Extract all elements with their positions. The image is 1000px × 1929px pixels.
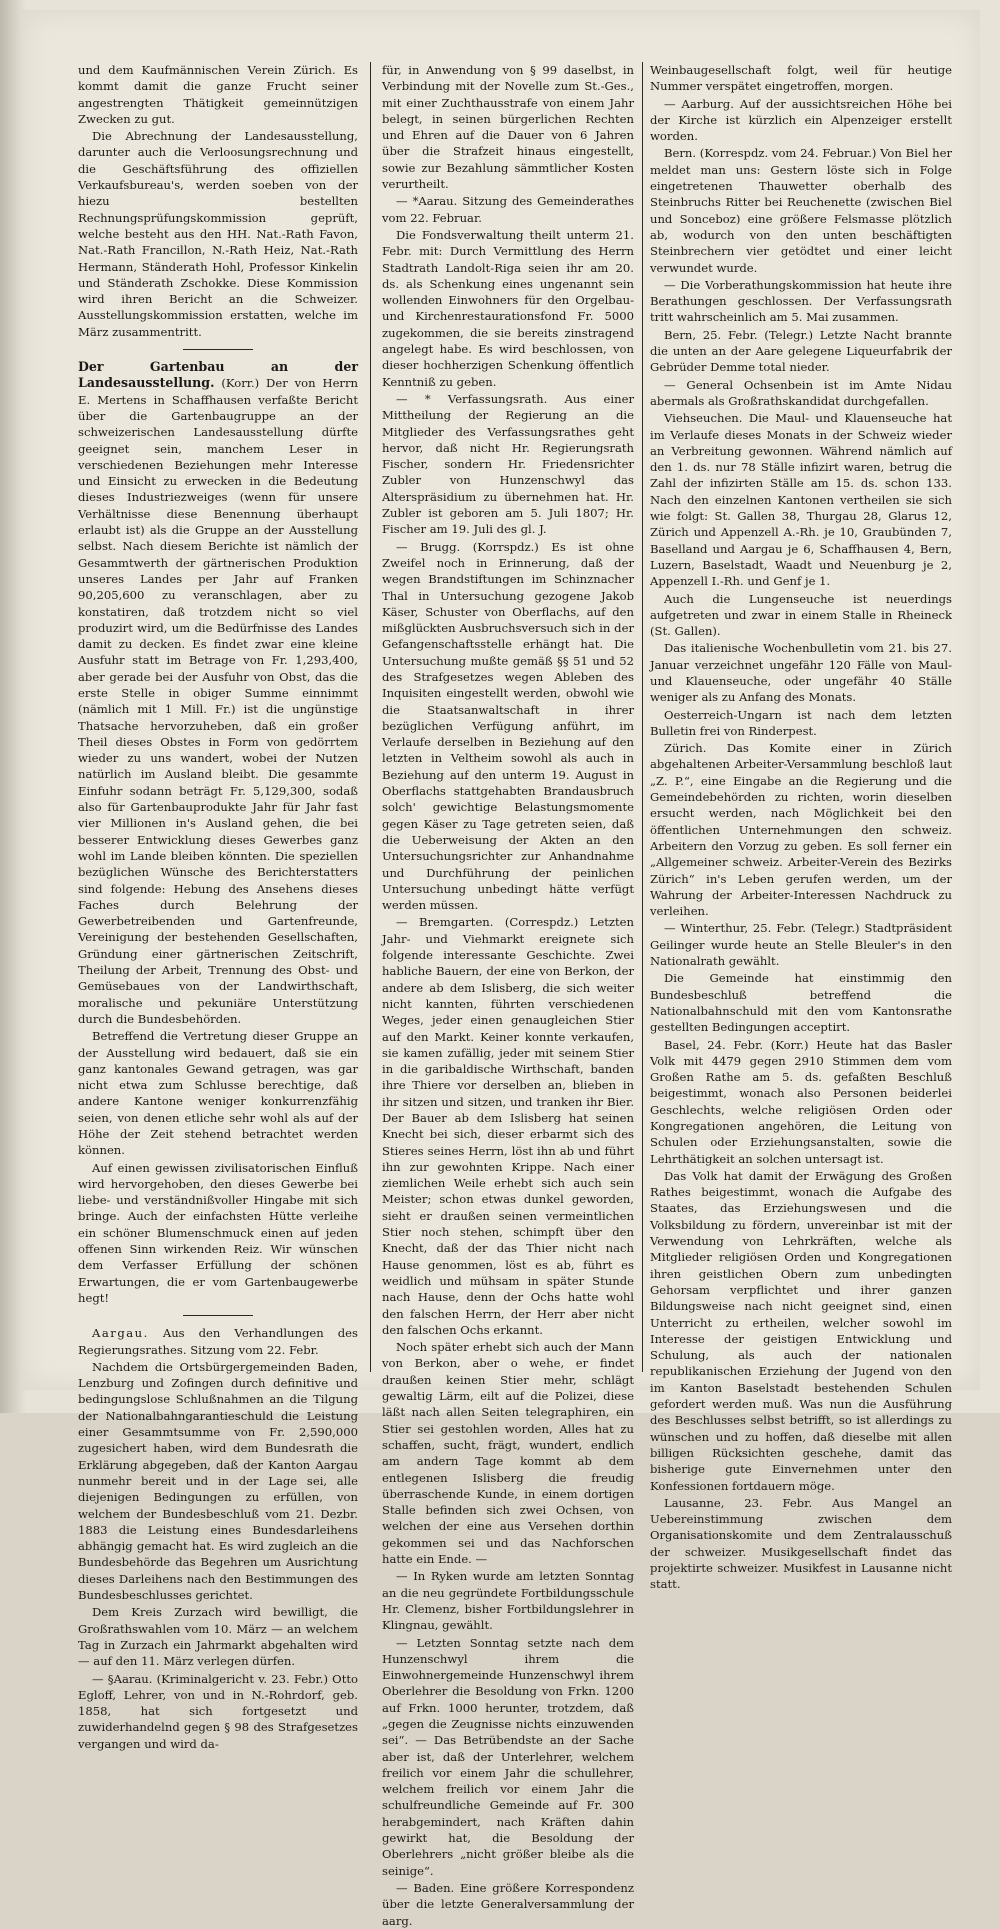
- article-paragraph: [78, 62, 358, 127]
- paragraph-text: — Brugg. (Korrspdz.) Es ist ohne Zweifel noch in Erinnerung, daß der wegen Brandstiftungen im Schinznacher Thal in Untersuchung gezogene Jakob Käser, Schuster von Oberflachs, auf den mißglückten Ausbruchsversuch sich in der Gefangenschaftsstelle erhängt hat. Die Untersuchung mußte gemäß §§ 51 und 52 des Strafgesetzes wegen Ableben des Inquisiten eingestellt werden, obwohl wie die Staatsanwaltschaft in ihrer bezüglichen Verfügung anführt, im Verlaufe derselben in Beziehung auf den letzten in Veltheim sowohl als auch in Beziehung auf den unterm 19. August in Oberflachs stattgehabten Brandausbruch solch' gewichtige Belastungsmomente gegen Käser zu Tage getreten seien, daß die Ueberweisung der Akten an den Untersuchungsrichter zur Anhandnahme und Durchführung der peinlichen Untersuchung unbedingt hätte verfügt werden müssen.: [382, 539, 634, 913]
- paragraph-text: Nachdem die Ortsbürgergemeinden Baden, Lenzburg und Zofingen durch definitive und bedingungslose Schlußnahmen an die Tilgung der Nationalbahngarantieschuld die Leistung einer Gesammtsumme von Fr. 2,590,000 zugesichert haben, wird dem Bundesrath die Erklärung abgegeben, daß der Kanton Aargau nunmehr bereit und in der Lage sei, alle diejenigen Bedingungen zu erfüllen, von welchem der Bundesbeschluß vom 21. Dezbr. 1883 die Leistung eines Bundesdarleihens abhängig gemacht hat. Es wird zugleich an die Bundesbehörde das Begehren um Ausrichtung dieses Darleihens nach den Bestimmungen des Bundesbeschlusses gerichtet.: [78, 1359, 358, 1603]
- paragraph-text: — Baden. Eine größere Korrespondenz über die letzte Generalversammlung der aarg.: [382, 1880, 634, 1928]
- article-paragraph: [382, 1568, 634, 1633]
- article-paragraph: [382, 914, 634, 1338]
- paragraph-text: — Bremgarten. (Correspdz.) Letzten Jahr- und Viehmarkt ereignete sich folgende interessante Geschichte. Zwei habliche Bauern, der eine von Berkon, der andere ab dem Islisberg, die sich weiter nicht kannten, führten verschiedenen Weges, jeder einen genaugleichen Stier auf den Markt. Keiner konnte verkaufen, sie kamen zufällig, jeder mit seinem Stier in die garibaldische Wirthschaft, banden ihre Thiere vor derselben an, blieben in ihr sitzen und sitzen, und tranken ihr Bier. Der Bauer ab dem Islisberg hat seinen Knecht bei sich, dieser erbarmt sich des Stieres seines Herrn, löst ihn ab und führt ihn zur gewohnten Krippe. Nach einer ziemlichen Weile erhebt sich auch sein Meister; schon etwas dunkel geworden, sieht er draußen seinen vermeintlichen Stier noch stehen, schimpft über den Knecht, daß der das Thier nicht nach Hause genommen, löst es ab, führt es weidlich und mühsam in später Stunde nach Hause, denn der Ochs hatte wohl den falschen Herrn, der Herr aber nicht den falschen Ochs erkannt.: [382, 915, 634, 1337]
- paragraph-text: und dem Kaufmännischen Verein Zürich. Es kommt damit die ganze Frucht seiner angestrengten Thätigkeit gemeinnützigen Zwecken zu gut.: [78, 63, 358, 126]
- article-paragraph: [650, 327, 952, 376]
- paragraph-text: — Winterthur, 25. Febr. (Telegr.) Stadtpräsident Geilinger wurde heute an Stelle Bleuler's in den Nationalrath gewählt.: [650, 921, 952, 969]
- paragraph-text: — Letzten Sonntag setzte nach dem Hunzenschwyl ihrem die Einwohnergemeinde Hunzenschwyl ihrem Oberlehrer die Besoldung von Frkn. 1200 auf Frkn. 1000 herunter, trotzdem, daß „gegen die Zeugnisse nichts einzuwenden sei“. — Das Betrübendste an der Sache aber ist, daß der Unterlehrer, welchem freilich vor einem Jahr die schullehrer, welchem freilich vor einem Jahr die schulfreundliche Gemeinde auf Fr. 300 herabgemindert, nach Kräften dahin gewirkt hat, die Besoldung der Oberlehrers „nicht größer bleibe als die seinige“.: [382, 1635, 634, 1878]
- paragraph-text: — * Verfassungsrath. Aus einer Mittheilung der Regierung an die Mitglieder des Verfassungsrathes geht hervor, daß nicht Hr. Regierungsrath Fischer, sondern Hr. Friedensrichter Zubler von Hunzenschwyl das Alterspräsidium zu übernehmen hat. Hr. Zubler ist geboren am 5. Juli 1807; Hr. Fischer am 19. Juli des gl. J.: [382, 391, 634, 537]
- article-paragraph: [382, 1635, 634, 1879]
- paragraph-text: (Korr.) Der von Herrn E. Mertens in Schaffhausen verfaßte Bericht über die Gartenbaugruppe an der schweizerischen Landesausstellung dürfte geeignet sein, manchem Leser in verschiedenen Beziehungen mehr Interesse und Einsicht zu erwecken in die Bedeutung dieses Industriezweiges (wenn für unsere Verhältnisse diese Benennung überhaupt erlaubt ist) als die Gruppe an der Ausstellung selbst. Nach diesem Berichte ist nämlich der Gesammtwerth der gärtnerischen Produktion unseres Landes per Jahr auf Franken 90,205,600 zu veranschlagen, aber zu konstatiren, daß trotzdem nicht so viel produzirt wird, um die Bedürfnisse des Landes damit zu decken. Es findet zwar eine kleine Ausfuhr statt im Betrage von Fr. 1,293,400, aber gerade bei der Ausfuhr von Obst, das die erste Stelle in obiger Summe einnimmt (nämlich mit 1 Mill. Fr.) ist die ungünstige Thatsache hervorzuheben, daß ein großer Theil dieses Obstes in Form von gedörrtem wieder zu uns wandert, wobei der Nutzen natürlich im Ausland bleibt. Die gesammte Einfuhr sodann beträgt Fr. 5,129,300, sodaß also für Gartenbauprodukte Jahr für Jahr fast vier Millionen in's Ausland gehen, die bei besserer Entwicklung dieses Gewerbes ganz wohl im Lande bleiben könnten. Die speziellen bezüglichen Wünsche des Berichterstatters sind folgende: Hebung des Ansehens dieses Faches durch Belehrung der Gewerbetreibenden und Gartenfreunde, Vereinigung der bestehenden Gesellschaften, Gründung einer gärtnerischen Zeitschrift, Theilung der Arbeit, Trennung des Obst- und Gemüsebaues von der Landwirthschaft, moralische und pekuniäre Unterstützung durch die Bundesbehörden.: [78, 376, 358, 1026]
- section-separator: [183, 1315, 253, 1316]
- paragraph-text: Noch später erhebt sich auch der Mann von Berkon, aber o wehe, er findet draußen keinen Stier mehr, schlägt gewaltig Lärm, eilt auf die Polizei, diese läßt nach allen Seiten telegraphiren, ein Stier sei gestohlen worden, Alles hat zu schaffen, sucht, frägt, wundert, endlich am andern Tage kommt ab dem entlegenen Islisberg die freudig überraschende Kunde, in einem dortigen Stalle befinden sich zwei Ochsen, von welchen der eine aus Versehen dorthin gekommen sei und das Nachforschen hatte ein Ende. —: [382, 1340, 634, 1567]
- article-paragraph: [650, 1495, 952, 1593]
- paragraph-text: Lausanne, 23. Febr. Aus Mangel an Uebereinstimmung zwischen dem Organisationskomite und dem Zentralausschuß der schweizer. Musikgesellschaft findet das projektirte schweizer. Musikfest in Lausanne nicht statt.: [650, 1495, 952, 1592]
- paragraph-text: Das Volk hat damit der Erwägung des Großen Rathes beigestimmt, wonach die Aufgabe des Staates, das Erziehungswesen und die Volksbildung zu fördern, unvereinbar ist mit der Verwendung von Lehrkräften, welche als Mitglieder religiösen Orden und Kongregationen ihren geistlichen Obern zum unbedingten Gehorsam verpflichtet und ihrer ganzen Bildungsweise nach nicht geeignet sind, einen Unterricht zu ertheilen, welcher sowohl im Interesse der geistigen Entwicklung und Schulung, als auch der nationalen republikanischen Erziehung der Jugend von den im Kanton Baselstadt bestehenden Schulen gefordert werden muß. Was nun die Ausführung des Beschlusses selbst betrifft, so ist allerdings zu wünschen und zu hoffen, daß dieselbe mit allen billigen Rücksichten geschehe, damit das bisherige gute Einvernehmen unter den Konfessionen fortdauern möge.: [650, 1168, 952, 1493]
- paragraph-text: Die Fondsverwaltung theilt unterm 21. Febr. mit: Durch Vermittlung des Herrn Stadtrath Landolt-Riga seien ihr am 20. ds. als Schenkung eines ungenannt sein wollenden Einwohners für den Orgelbau- und Kirchenrestaurationsfond Fr. 5000 zugekommen, die sie bereits zinstragend angelegt habe. Es wird beschlossen, von dieser hochherzigen Schenkung öffentlich Kenntniß zu geben.: [382, 227, 634, 389]
- paragraph-text: Betreffend die Vertretung dieser Gruppe an der Ausstellung wird bedauert, daß sie ein ganz kantonales Gewand getragen, was gar nicht etwa zum Schlusse berechtige, daß andere Kantone weniger konkurrenzfähig seien, von denen etliche sehr wohl als auf der Höhe der Zeit stehend betrachtet werden können.: [78, 1029, 358, 1158]
- column-2: [382, 62, 634, 1928]
- paragraph-text: — Aarburg. Auf der aussichtsreichen Höhe bei der Kirche ist kürzlich ein Alpenzeiger erstellt worden.: [650, 96, 952, 144]
- paragraph-text: Dem Kreis Zurzach wird bewilligt, die Großrathswahlen vom 10. März — an welchem Tag in Zurzach ein Jahrmarkt abgehalten wird — auf den 11. März verlegen dürfen.: [78, 1605, 358, 1669]
- article-paragraph: [650, 640, 952, 705]
- paragraph-text: — §Aarau. (Kriminalgericht v. 23. Febr.) Otto Egloff, Lehrer, von und in N.-Rohrdorf, geb. 1858, hat sich fortgesetzt und zuwiderhandelnd gegen § 98 des Strafgesetzes vergangen und wird da-: [78, 1671, 358, 1751]
- article-paragraph: [382, 62, 634, 192]
- article-paragraph: [650, 377, 952, 410]
- article-paragraph: [650, 740, 952, 919]
- paragraph-text: Zürich. Das Komite einer in Zürich abgehaltenen Arbeiter-Versammlung beschloß laut „Z. P.“, eine Eingabe an die Regierung und die Gemeindebehörden zu richten, worin dieselben ersucht werden, nach Möglichkeit bei den öffentlichen Unternehmungen den schweiz. Arbeitern den Vorzug zu geben. Es soll ferner ein „Allgemeiner schweiz. Arbeiter-Verein des Bezirks Zürich“ in's Leben gerufen werden, um der Wahrung der Arbeiter-Interessen Nachdruck zu verleihen.: [650, 741, 952, 919]
- article-paragraph: [382, 227, 634, 390]
- article-paragraph: [650, 707, 952, 740]
- article-paragraph: [650, 920, 952, 969]
- section-separator: [183, 349, 253, 350]
- article-paragraph: [78, 1671, 358, 1752]
- paragraph-text: — General Ochsenbein ist im Amte Nidau abermals als Großrathskandidat durchgefallen.: [650, 377, 952, 408]
- article-paragraph: [78, 1160, 358, 1307]
- paragraph-text: — Die Vorberathungskommission hat heute ihre Berathungen geschlossen. Der Verfassungsrath tritt wahrscheinlich am 5. Mai zusammen.: [650, 277, 952, 325]
- article-paragraph: [650, 62, 952, 95]
- article-paragraph: [382, 193, 634, 226]
- article-paragraph: [78, 359, 358, 1027]
- paragraph-text: Das italienische Wochenbulletin vom 21. bis 27. Januar verzeichnet ungefähr 120 Fälle von Maul- und Klauenseuche, oder ungefähr 40 Ställe weniger als zu Anfang des Monats.: [650, 641, 952, 705]
- article-paragraph: [78, 1604, 358, 1669]
- paragraph-text: Die Abrechnung der Landesausstellung, darunter auch die Verloosungsrechnung und die Geschäftsführung des offiziellen Verkaufsbureau's, werden soeben von der hiezu bestellten Rechnungsprüfungskommission geprüft, welche besteht aus den HH. Nat.-Rath Favon, Nat.-Rath Francillon, N.-Rath Heiz, Nat.-Rath Hermann, Ständerath Hohl, Professor Kinkelin und Ständerath Zschokke. Diese Kommission wird ihren Bericht an die Schweizer. Ausstellungskommission erstatten, welche im März zusammentritt.: [78, 129, 358, 339]
- dateline-location: Aargau.: [92, 1326, 149, 1341]
- article-paragraph: [650, 96, 952, 145]
- paragraph-text: — *Aarau. Sitzung des Gemeinderathes vom 22. Februar.: [382, 194, 634, 225]
- paragraph-text: Auf einen gewissen zivilisatorischen Einfluß wird hervorgehoben, den dieses Gewerbe bei liebe- und verständnißvoller Hingabe mit sich bringe. Auch der einfachsten Hütte verleihe ein schöner Blumenschmuck einen auf jeden offenen Sinn wirkenden Reiz. Wir wünschen dem Verfasser Erfüllung der schönen Erwartungen, die er vom Gartenbaugewerbe hegt!: [78, 1160, 358, 1305]
- column-rule-2: [642, 62, 643, 1372]
- paragraph-text: Basel, 24. Febr. (Korr.) Heute hat das Basler Volk mit 4479 gegen 2910 Stimmen dem vom Großen Rathe am 5. ds. gefaßten Beschluß beigestimmt, wonach also Personen beiderlei Geschlechts, welche religiösen Orden oder Kongregationen angehören, die Leitung von Schulen oder Erziehungsanstalten, sowie die Lehrthätigkeit an solchen untersagt ist.: [650, 1037, 952, 1166]
- article-paragraph: [382, 1880, 634, 1929]
- article-paragraph: [650, 591, 952, 640]
- paragraph-text: Aus den Verhandlungen des Regierungsrathes. Sitzung vom 22. Febr.: [78, 1326, 358, 1357]
- article-heading: Der Gartenbau an der Landesausstellung.: [78, 359, 358, 391]
- article-paragraph: [650, 1037, 952, 1167]
- article-paragraph: [650, 410, 952, 589]
- paragraph-text: Oesterreich-Ungarn ist nach dem letzten Bulletin frei von Rinderpest.: [650, 707, 952, 738]
- article-paragraph: [78, 1325, 358, 1358]
- article-paragraph: [650, 1168, 952, 1494]
- column-rule-1: [370, 62, 371, 1372]
- article-paragraph: [78, 128, 358, 340]
- paragraph-text: Bern. (Korrespdz. vom 24. Februar.) Von Biel her meldet man uns: Gestern löste sich in Folge eingetretenen Thauwetter oberhalb des Steinbruchs Ritter bei Reuchenette (zwischen Biel und Sonceboz) eine größere Felsmasse plötzlich ab, wodurch von den unten beschäftigten Steinbrechern vier getödtet und einer leicht verwundet wurde.: [650, 146, 952, 275]
- paragraph-text: Weinbaugesellschaft folgt, weil für heutige Nummer verspätet eingetroffen, morgen.: [650, 63, 952, 94]
- column-1: [78, 62, 358, 1751]
- article-paragraph: [78, 1028, 358, 1158]
- paragraph-text: für, in Anwendung von § 99 daselbst, in Verbindung mit der Novelle zum St.-Ges., mit einer Zuchthausstrafe von einem Jahr belegt, in seinen bürgerlichen Rechten und Ehren auf die Dauer von 6 Jahren über die Strafzeit hinaus eingestellt, sowie zur Bezahlung sämmtlicher Kosten verurtheilt.: [382, 63, 634, 192]
- paragraph-text: Die Gemeinde hat einstimmig den Bundesbeschluß betreffend die Nationalbahnschuld mit den vom Kantonsrathe gestellten Bedingungen acceptirt.: [650, 971, 952, 1035]
- paragraph-text: — In Ryken wurde am letzten Sonntag an die neu gegründete Fortbildungsschule Hr. Clemenz, bisher Fortbildungslehrer in Klingnau, gewählt.: [382, 1569, 634, 1633]
- paragraph-text: Viehseuchen. Die Maul- und Klauenseuche hat im Verlaufe dieses Monats in der Schweiz wieder an Verbreitung gewonnen. Während nämlich auf den 1. ds. nur 78 Ställe infizirt waren, betrug die Zahl der infizirten Ställe am 15. ds. schon 133. Nach den einzelnen Kantonen vertheilen sie sich wie folgt: St. Gallen 38, Thurgau 28, Glarus 12, Zürich und Appenzell A.-Rh. je 10, Graubünden 7, Baselland und Aargau je 6, Schaffhausen 4, Bern, Luzern, Baselstadt, Waadt und Neuenburg je 2, Appenzell I.-Rh. und Genf je 1.: [650, 411, 952, 589]
- article-paragraph: [382, 1339, 634, 1567]
- article-paragraph: [650, 145, 952, 275]
- column-3: [650, 62, 952, 1592]
- article-paragraph: [650, 277, 952, 326]
- article-paragraph: [382, 539, 634, 914]
- paragraph-text: Auch die Lungenseuche ist neuerdings aufgetreten und zwar in einem Stalle in Rheineck (St. Gallen).: [650, 591, 952, 639]
- article-paragraph: [650, 970, 952, 1035]
- paragraph-text: Bern, 25. Febr. (Telegr.) Letzte Nacht brannte die unten an der Aare gelegene Liqueurfabrik der Gebrüder Demme total nieder.: [650, 327, 952, 375]
- article-paragraph: [382, 391, 634, 538]
- article-paragraph: [78, 1359, 358, 1603]
